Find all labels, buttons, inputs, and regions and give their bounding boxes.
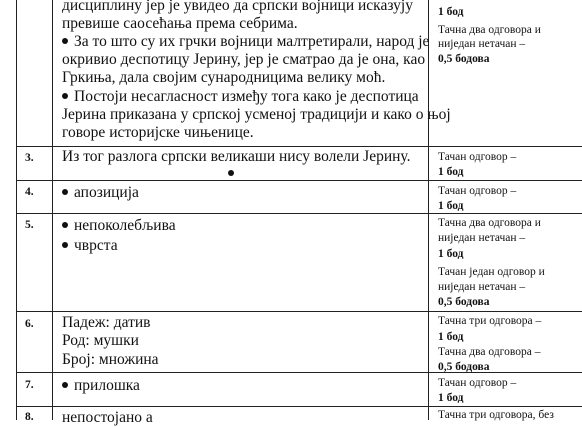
score-criteria: ниједан нетачан –	[438, 281, 526, 293]
score-points: 0,5 бодова	[438, 296, 490, 308]
score-points: 0,5 бодова	[438, 53, 490, 65]
bullet-icon	[62, 93, 68, 99]
score-criteria: Тачна два одговора и	[438, 217, 541, 229]
bullet-icon	[62, 222, 68, 228]
row-divider	[16, 311, 582, 312]
table-column-divider	[428, 0, 429, 420]
score-criteria: Тачан један одговор и	[438, 266, 545, 278]
bullet-icon	[62, 382, 68, 388]
row-number: 3.	[25, 152, 34, 164]
score-criteria: Тачна два одговора и	[438, 24, 541, 36]
score-points: 1 бод	[438, 166, 464, 178]
score-criteria: Тачан одговор –	[438, 151, 517, 163]
row-divider	[16, 213, 582, 214]
answer-bullet-line: апозиција	[62, 183, 139, 202]
answer-text-line: говоре историјске чињенице.	[62, 124, 254, 141]
answer-text: Из тог разлога српски великаши нису волели Јерину.	[62, 148, 411, 165]
answer-bullet-line: Постоји несагласност између тога како је деспотица	[62, 87, 419, 106]
score-points: 1 бод	[438, 392, 464, 404]
row-divider	[16, 180, 582, 181]
score-criteria: Тачна три одговора, без	[438, 409, 554, 421]
score-criteria: Тачан одговор –	[438, 185, 517, 197]
score-criteria: Тачна три одговора –	[438, 315, 542, 327]
row-number: 6.	[25, 318, 34, 330]
score-points: 1 бод	[438, 248, 464, 260]
score-points: 1 бод	[438, 6, 464, 18]
score-criteria: Тачна два одговора –	[438, 346, 541, 358]
row-divider	[16, 372, 582, 373]
row-divider	[16, 406, 582, 407]
answer-text-line: Род: мушки	[62, 332, 139, 349]
table-column-divider	[52, 0, 53, 420]
bullet-icon	[228, 170, 234, 176]
score-criteria: ниједан нетачан –	[438, 232, 526, 244]
answer-bullet-line: чврста	[62, 236, 118, 255]
answer-text-line: Гркиња, дала својим сународницима велику моћ.	[62, 69, 386, 86]
answer-text-line: Јерина приказана у српској усменој традицији и како о њој	[62, 106, 451, 123]
answer-text-line: Број: множина	[62, 351, 159, 368]
row-number: 4.	[25, 186, 34, 198]
row-number: 5.	[25, 219, 34, 231]
score-points: 1 бод	[438, 200, 464, 212]
answer-bullet-line: непоколебљива	[62, 216, 176, 235]
score-criteria: ниједан нетачан –	[438, 38, 526, 50]
row-number: 8.	[25, 411, 34, 423]
bullet-icon	[62, 189, 68, 195]
answer-bullet-line: За то што су их грчки војници малтретирали, народ је	[62, 32, 429, 51]
answer-bullet-line: прилошка	[62, 376, 140, 395]
row-number: 7.	[25, 379, 34, 391]
score-criteria: Тачан одговор –	[438, 377, 517, 389]
answer-text-line: Падеж: датив	[62, 314, 151, 331]
bullet-icon	[62, 242, 68, 248]
score-points: 0,5 бодова	[438, 361, 490, 373]
bullet-icon	[62, 38, 68, 44]
answer-text-line: превише саосећања према себрима.	[62, 15, 298, 32]
answer-text-line: дисциплину јер је увидео да српски војници исказују	[62, 0, 413, 14]
answer-text: непостојано а	[62, 409, 153, 426]
answer-text-line: окривио деспотицу Јерину, јер је сматрао да је она, као	[62, 51, 426, 68]
score-points: 1 бод	[438, 331, 464, 343]
table-left-border	[16, 0, 17, 420]
